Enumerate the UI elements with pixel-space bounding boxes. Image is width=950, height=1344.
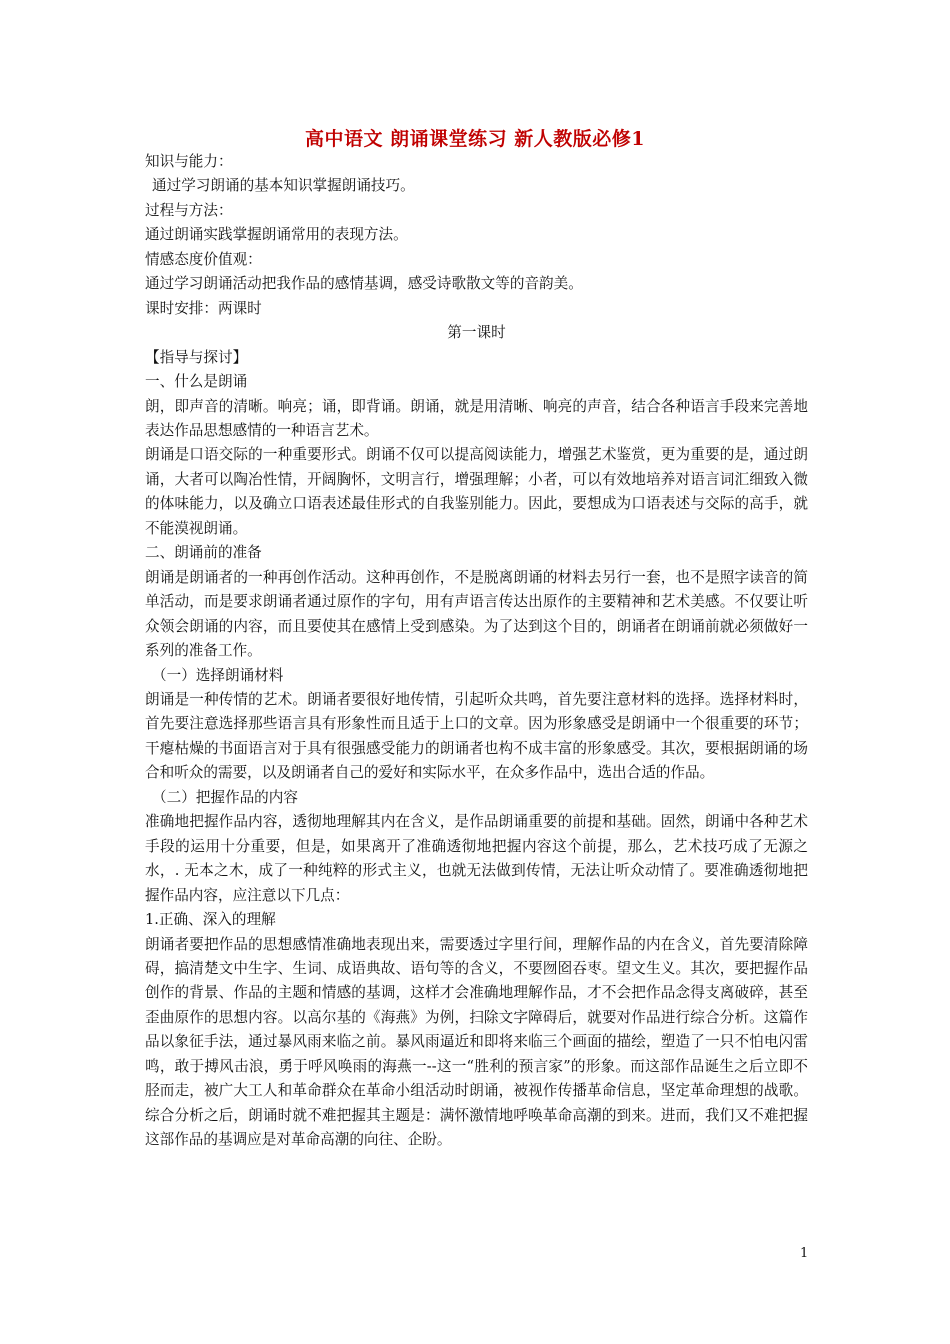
subheading-grasp-content: （二）把握作品的内容 [152, 788, 298, 806]
paragraph-knowledge: 通过学习朗诵的基本知识掌握朗诵技巧。 [152, 177, 415, 195]
lesson-heading: 第一课时 [447, 324, 506, 342]
section-heading-process: 过程与方法： [145, 201, 233, 219]
section-heading-what-is-recitation: 一、什么是朗诵 [145, 373, 248, 391]
subheading-choose-material: （一）选择朗诵材料 [152, 666, 284, 684]
paragraph-choose-material: 朗诵是一种传情的艺术。朗诵者要很好地传情，引起听众共鸣，首先要注意材料的选择。选择材料时，首先要注意选择那些语言具有形象性而且适于上口的文章。因为形象感受是朗诵中一个很重要的环节；干瘪枯燥的书面语言对于具有很强感受能力的朗诵者也构不成丰富的形象感受。其次，要根据朗诵的场合和听众的需要，以及朗诵者自己的爱好和实际水平，在众多作品中，选出合适的作品。 [145, 690, 808, 782]
paragraph-grasp-content: 准确地把握作品内容，透彻地理解其内在含义，是作品朗诵重要的前提和基础。固然，朗诵中各种艺术手段的运用十分重要，但是，如果离开了准确透彻地把握内容这个前提，那么，艺术技巧成了无源之水，. 无本之木，成了一种纯粹的形式主义，也就无法做到传情，无法让听众动情了。要准确透彻地把握作品内容，应注意以下几点： [145, 813, 808, 904]
page-number: 1 [800, 1246, 809, 1261]
subheading-understanding: 1.正确、深入的理解 [145, 911, 276, 929]
paragraph-values: 通过学习朗诵活动把我作品的感情基调，感受诗歌散文等的音韵美。 [145, 275, 583, 293]
paragraph-understanding: 朗诵者要把作品的思想感情准确地表现出来，需要透过字里行间，理解作品的内在含义，首先要清除障碍，搞清楚文中生字、生词、成语典故、语句等的含义，不要囫囵吞枣。望文生义。其次，要把握作品创作的背景、作品的主题和情感的基调，这样才会准确地理解作品，才不会把作品念得支离破碎，甚至歪曲原作的思想内容。以高尔基的《海燕》为例，扫除文字障碍后，就要对作品进行综合分析。这篇作品以象征手法，通过暴风雨来临之前。暴风雨逼近和即将来临三个画面的描绘，塑造了一只不怕电闪雷鸣，敢于搏风击浪，勇于呼风唤雨的海燕一--这一“胜利的预言家”的形象。而这部作品诞生之后立即不胫而走，被广大工人和革命群众在革命小组活动时朗诵，被视作传播革命信息，坚定革命理想的战歌。综合分析之后，朗诵时就不难把握其主题是：满怀激情地呼唤革命高潮的到来。进而，我们又不难把握这部作品的基调应是对革命高潮的向往、企盼。 [145, 935, 808, 1149]
paragraph-importance: 朗诵是口语交际的一种重要形式。朗诵不仅可以提高阅读能力，增强艺术鉴赏，更为重要的是，通过朗诵，大者可以陶冶性情，开阔胸怀，文明言行，增强理解；小者，可以有效地培养对语言词汇细致入微的体味能力，以及确立口语表述最佳形式的自我鉴别能力。因此，要想成为口语表述与交际的高手，就不能漠视朗诵。 [145, 446, 808, 537]
section-heading-values: 情感态度价值观： [145, 250, 262, 268]
paragraph-preparation: 朗诵是朗诵者的一种再创作活动。这种再创作，不是脱离朗诵的材料去另行一套，也不是照字读音的简单活动，而是要求朗诵者通过原作的字句，用有声语言传达出原作的主要精神和艺术美感。不仅要让听众领会朗诵的内容，而且要使其在感情上受到感染。为了达到这个目的，朗诵者在朗诵前就必须做好一系列的准备工作。 [145, 568, 808, 660]
section-heading-preparation: 二、朗诵前的准备 [145, 544, 262, 562]
schedule-line: 课时安排：两课时 [145, 299, 262, 317]
section-heading-knowledge: 知识与能力： [145, 153, 233, 170]
document-title: 高中语文 朗诵课堂练习 新人教版必修1 [305, 128, 645, 150]
paragraph-definition: 朗，即声音的清晰。响亮；诵，即背诵。朗诵，就是用清晰、响亮的声音，结合各种语言手段来完善地表达作品思想感情的一种语言艺术。 [145, 397, 808, 439]
document-body [145, 150, 808, 1153]
paragraph-process: 通过朗诵实践掌握朗诵常用的表现方法。 [145, 226, 408, 244]
guide-heading: 【指导与探讨】 [145, 348, 248, 366]
